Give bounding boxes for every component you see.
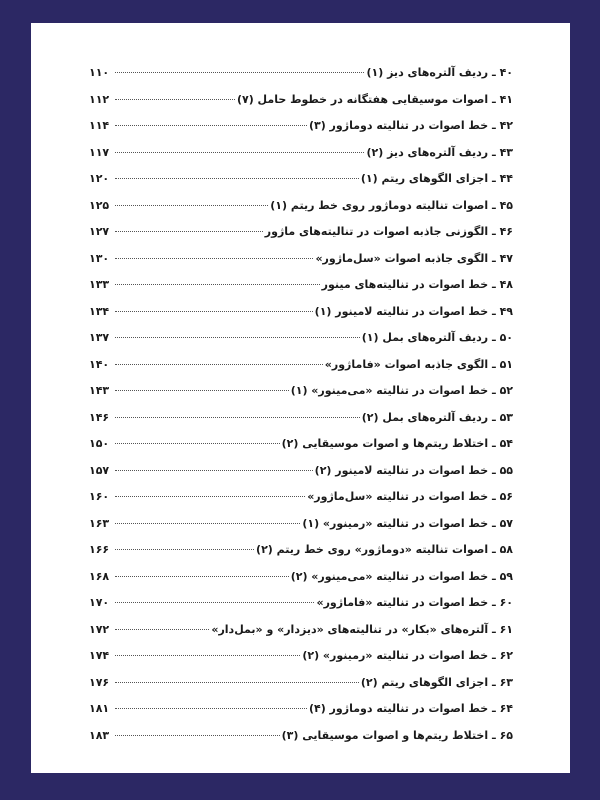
dot-leader	[115, 205, 268, 206]
dot-leader	[115, 311, 313, 312]
dot-leader	[115, 682, 359, 683]
toc-entry	[89, 484, 513, 511]
dot-leader	[115, 284, 320, 285]
toc-entry-title: ۴۰ ـ ردیف آلترەهای دیز (۱)	[366, 66, 513, 79]
toc-entry	[89, 537, 513, 564]
toc-entry-title: ۵۰ ـ ردیف آلترەهای بمل (۱)	[361, 331, 513, 344]
table-of-contents	[89, 60, 513, 749]
toc-entry	[89, 140, 513, 167]
toc-entry-page-number: ۱۴۶	[89, 410, 110, 424]
toc-entry-title: ۴۶ ـ الگوزنی جاذبه اصوات در تنالیتەهای ماژور	[264, 225, 513, 238]
toc-entry-title: ۵۳ ـ ردیف آلترەهای بمل (۲)	[361, 410, 513, 424]
toc-entry-title: ۶۴ ـ خط اصوات در تنالیته دوماژور (۴)	[308, 702, 513, 715]
toc-entry-title: ۵۹ ـ خط اصوات در تنالیته «می‌مینور» (۲)	[290, 569, 513, 583]
toc-entry	[89, 643, 513, 670]
toc-entry-page-number: ۱۷۰	[89, 596, 110, 609]
dot-leader	[115, 655, 300, 656]
dot-leader	[115, 549, 254, 550]
toc-entry-page-number: ۱۷۲	[89, 622, 110, 636]
toc-entry	[89, 87, 513, 114]
toc-entry	[89, 246, 513, 273]
toc-entry-page-number: ۱۳۴	[89, 304, 110, 318]
toc-entry-title: ۵۱ ـ الگوی جاذبه اصوات «فاماژور»	[324, 357, 513, 371]
toc-entry-title: ۵۴ ـ اختلاط ریتم‌ها و اصوات موسیقایی (۲)	[281, 437, 513, 450]
toc-entry-title: ۴۵ ـ اصوات تنالیته دوماژور روی خط ریتم (۱)	[270, 198, 513, 212]
toc-entry-page-number: ۱۸۱	[89, 702, 110, 715]
toc-entry-title: ۶۰ ـ خط اصوات در تنالیته «فاماژور»	[316, 596, 513, 609]
toc-entry	[89, 325, 513, 352]
dot-leader	[115, 99, 235, 100]
dot-leader	[115, 178, 359, 179]
toc-entry-page-number: ۱۶۰	[89, 490, 110, 503]
dot-leader	[115, 417, 360, 418]
toc-entry-title: ۵۵ ـ خط اصوات در تنالیته لامینور (۲)	[314, 463, 513, 477]
dot-leader	[115, 576, 289, 577]
dot-leader	[115, 337, 360, 338]
toc-entry	[89, 193, 513, 220]
toc-entry	[89, 590, 513, 617]
toc-entry	[89, 166, 513, 193]
toc-entry-title: ۴۹ ـ خط اصوات در تنالیته لامینور (۱)	[314, 304, 513, 318]
toc-entry-page-number: ۱۶۸	[89, 569, 110, 583]
toc-entry	[89, 299, 513, 326]
toc-entry-page-number: ۱۸۳	[89, 728, 110, 742]
toc-entry-title: ۴۱ ـ اصوات موسیقایی هفتگانه در خطوط حامل (۷)	[236, 92, 513, 106]
dot-leader	[115, 152, 364, 153]
dot-leader	[115, 364, 323, 365]
toc-entry-title: ۴۳ ـ ردیف آلترەهای دیز (۲)	[366, 145, 513, 159]
dot-leader	[115, 735, 280, 736]
dot-leader	[115, 258, 313, 259]
toc-entry-page-number: ۱۲۷	[89, 225, 110, 238]
toc-entry-title: ۶۱ ـ آلترەهای «بکار» در تنالیتەهای «دیزدار» و «بمل‌دار»	[211, 622, 513, 636]
toc-entry	[89, 352, 513, 379]
toc-entry-page-number: ۱۷۴	[89, 649, 110, 662]
toc-entry-page-number: ۱۳۳	[89, 278, 110, 291]
toc-entry-title: ۴۷ ـ الگوی جاذبه اصوات «سل‌ماژور»	[315, 251, 513, 265]
toc-entry	[89, 219, 513, 246]
dot-leader	[115, 708, 307, 709]
toc-entry-page-number: ۱۴۳	[89, 384, 110, 397]
toc-entry	[89, 458, 513, 485]
toc-entry-title: ۵۷ ـ خط اصوات در تنالیته «رمینور» (۱)	[302, 516, 513, 530]
toc-entry	[89, 511, 513, 538]
toc-entry	[89, 723, 513, 750]
toc-entry	[89, 431, 513, 458]
toc-entry-page-number: ۱۱۷	[89, 145, 110, 159]
dot-leader	[115, 470, 313, 471]
toc-entry-title: ۵۶ ـ خط اصوات در تنالیته «سل‌ماژور»	[307, 490, 513, 503]
toc-entry-page-number: ۱۲۵	[89, 198, 110, 212]
toc-entry-title: ۴۴ ـ اجزای الگوهای ریتم (۱)	[360, 172, 513, 185]
toc-entry	[89, 378, 513, 405]
dot-leader	[115, 72, 364, 73]
toc-entry-title: ۵۲ ـ خط اصوات در تنالیته «می‌مینور» (۱)	[290, 384, 513, 397]
dot-leader	[115, 443, 280, 444]
toc-entry-page-number: ۱۱۲	[89, 92, 110, 106]
toc-entry-page-number: ۱۷۶	[89, 675, 110, 689]
toc-entry-title: ۶۲ ـ خط اصوات در تنالیته «رمینور» (۲)	[302, 649, 513, 662]
toc-entry-page-number: ۱۳۷	[89, 331, 110, 344]
toc-entry-title: ۶۳ ـ اجزای الگوهای ریتم (۲)	[360, 675, 513, 689]
document-page	[31, 23, 570, 773]
toc-entry-page-number: ۱۲۰	[89, 172, 110, 185]
toc-entry-title: ۴۸ ـ خط اصوات در تنالیتەهای مینور	[321, 278, 513, 291]
toc-entry	[89, 405, 513, 432]
dot-leader	[115, 629, 209, 630]
dot-leader	[115, 390, 289, 391]
dot-leader	[115, 125, 307, 126]
toc-entry	[89, 113, 513, 140]
toc-entry-page-number: ۱۳۰	[89, 251, 110, 265]
dot-leader	[115, 602, 314, 603]
dot-leader	[115, 523, 300, 524]
toc-entry	[89, 617, 513, 644]
toc-entry-page-number: ۱۱۰	[89, 66, 110, 79]
dot-leader	[115, 496, 305, 497]
toc-entry-title: ۴۲ ـ خط اصوات در تنالیته دوماژور (۳)	[308, 119, 513, 132]
toc-entry	[89, 564, 513, 591]
toc-entry-page-number: ۱۱۴	[89, 119, 110, 132]
toc-entry-title: ۶۵ ـ اختلاط ریتم‌ها و اصوات موسیقایی (۳)	[281, 728, 513, 742]
toc-entry	[89, 60, 513, 87]
toc-entry-page-number: ۱۶۳	[89, 516, 110, 530]
dot-leader	[115, 231, 263, 232]
toc-entry-title: ۵۸ ـ اصوات تنالیته «دوماژور» روی خط ریتم (۲)	[256, 543, 513, 556]
toc-entry-page-number: ۱۵۷	[89, 463, 110, 477]
toc-entry-page-number: ۱۴۰	[89, 357, 110, 371]
toc-entry-page-number: ۱۵۰	[89, 437, 110, 450]
toc-entry-page-number: ۱۶۶	[89, 543, 110, 556]
toc-entry	[89, 272, 513, 299]
toc-entry	[89, 696, 513, 723]
toc-entry	[89, 670, 513, 697]
